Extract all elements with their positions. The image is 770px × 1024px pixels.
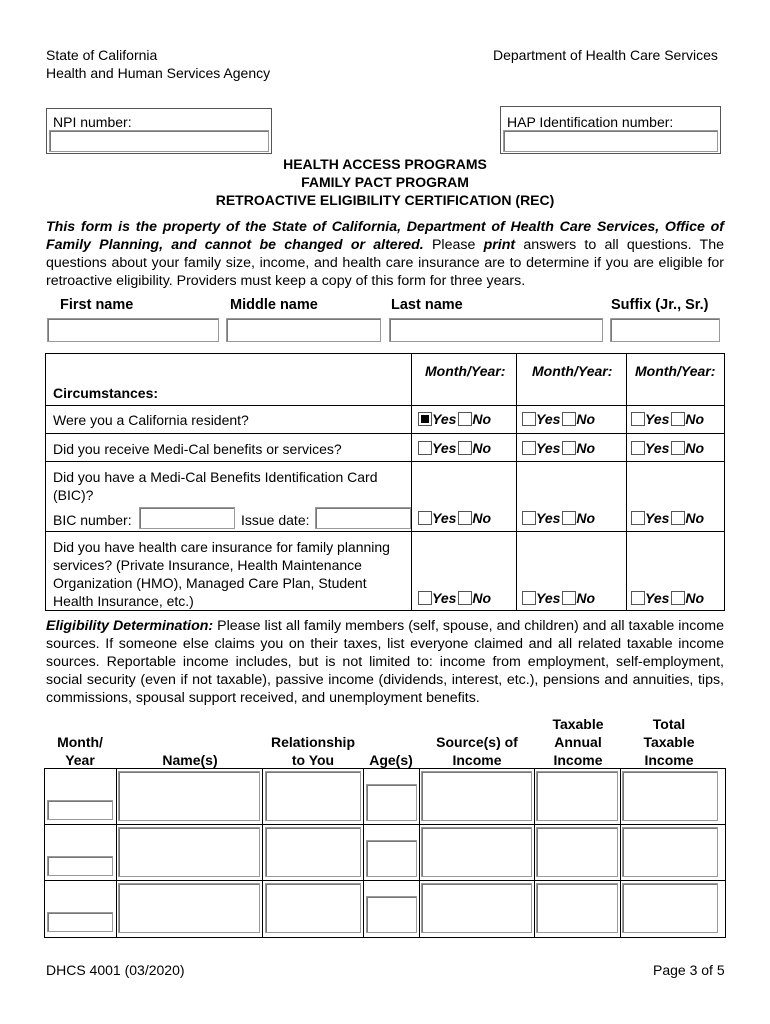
month-year-label-2: Month/Year: bbox=[532, 363, 613, 379]
yes-no-resident-col3 bbox=[631, 411, 706, 427]
col-total-taxable bbox=[621, 715, 717, 769]
total-taxable-input-row2[interactable] bbox=[622, 827, 718, 877]
no-label: No bbox=[685, 411, 705, 427]
issue-date-input[interactable] bbox=[315, 507, 411, 529]
yes-no-resident-col2 bbox=[522, 411, 597, 427]
no-label: No bbox=[576, 590, 596, 606]
title-line-3: RETROACTIVE ELIGIBILITY CERTIFICATION (REC) bbox=[215, 192, 555, 208]
intro-text-2: answers to all questions. The questions about your family size, income, and health care insurance are to determine if you are eligible for retroactive eligibility. Providers must keep a copy of this form for three years. bbox=[46, 237, 725, 289]
yes-no-bic-col3 bbox=[631, 510, 706, 526]
month-year-input-row3[interactable] bbox=[47, 912, 113, 932]
relationship-input-row2[interactable] bbox=[265, 827, 361, 877]
no-label: No bbox=[576, 440, 596, 456]
total-taxable-input-row1[interactable] bbox=[622, 771, 718, 821]
yes-checkbox[interactable] bbox=[631, 412, 645, 426]
eligibility-heading: Eligibility Determination: bbox=[46, 618, 214, 634]
yes-checkbox[interactable] bbox=[631, 511, 645, 525]
last-name-label: Last name bbox=[391, 297, 463, 313]
yes-label: Yes bbox=[645, 440, 670, 456]
relationship-input-row3[interactable] bbox=[265, 883, 361, 933]
agency-header bbox=[46, 46, 270, 82]
no-checkbox[interactable] bbox=[671, 441, 685, 455]
source-input-row3[interactable] bbox=[421, 883, 532, 933]
month-year-label-3: Month/Year: bbox=[635, 363, 716, 379]
col-month-line-2: Year bbox=[65, 752, 95, 768]
col-taxable-line-1: Taxable bbox=[552, 716, 604, 732]
q-medi-cal-benefits: Did you receive Medi-Cal benefits or services? bbox=[53, 441, 342, 457]
name-input-row3[interactable] bbox=[118, 883, 260, 933]
yes-checkbox[interactable] bbox=[522, 441, 536, 455]
yes-label: Yes bbox=[645, 510, 670, 526]
col-taxable-line-3: Income bbox=[553, 752, 603, 768]
yes-no-bic-col1 bbox=[418, 510, 493, 526]
no-label: No bbox=[472, 590, 492, 606]
hap-group bbox=[500, 106, 721, 154]
yes-label: Yes bbox=[536, 510, 561, 526]
circumstances-heading: Circumstances: bbox=[53, 385, 159, 401]
suffix-input[interactable] bbox=[610, 318, 720, 342]
yes-label: Yes bbox=[536, 590, 561, 606]
taxable-annual-input-row2[interactable] bbox=[536, 827, 618, 877]
no-checkbox[interactable] bbox=[458, 511, 472, 525]
q-bic-card: Did you have a Medi-Cal Benefits Identification Card (BIC)? bbox=[53, 469, 378, 503]
name-input-row1[interactable] bbox=[118, 771, 260, 821]
issue-date-label: Issue date: bbox=[241, 512, 310, 528]
col-month-line-1: Month/ bbox=[57, 734, 103, 750]
yes-checkbox[interactable] bbox=[418, 412, 432, 426]
yes-label: Yes bbox=[536, 440, 561, 456]
month-year-label-1: Month/Year: bbox=[425, 363, 506, 379]
col-relationship-line-2: to You bbox=[291, 752, 335, 768]
yes-label: Yes bbox=[536, 411, 561, 427]
last-name-input[interactable] bbox=[389, 318, 603, 342]
relationship-input-row1[interactable] bbox=[265, 771, 361, 821]
col-source-line-1: Source(s) of bbox=[436, 734, 518, 750]
no-checkbox[interactable] bbox=[562, 591, 576, 605]
no-checkbox[interactable] bbox=[562, 441, 576, 455]
col-age: Age(s) bbox=[369, 752, 413, 768]
yes-no-resident-col1 bbox=[418, 411, 493, 427]
taxable-annual-input-row1[interactable] bbox=[536, 771, 618, 821]
bic-number-input[interactable] bbox=[139, 507, 235, 529]
yes-label: Yes bbox=[645, 590, 670, 606]
col-relationship bbox=[262, 733, 364, 769]
col-names: Name(s) bbox=[162, 752, 218, 768]
yes-no-insurance-col1 bbox=[418, 590, 493, 606]
middle-name-label: Middle name bbox=[230, 297, 318, 313]
yes-checkbox[interactable] bbox=[522, 412, 536, 426]
yes-checkbox[interactable] bbox=[522, 511, 536, 525]
no-label: No bbox=[472, 510, 492, 526]
yes-label: Yes bbox=[432, 510, 457, 526]
form-title bbox=[0, 155, 770, 209]
no-label: No bbox=[472, 440, 492, 456]
col-total-line-2: Taxable bbox=[643, 734, 695, 750]
no-checkbox[interactable] bbox=[562, 511, 576, 525]
middle-name-input[interactable] bbox=[226, 318, 381, 342]
first-name-input[interactable] bbox=[47, 318, 219, 342]
npi-input[interactable] bbox=[49, 130, 269, 152]
page-number: Page 3 of 5 bbox=[653, 962, 725, 978]
agency-line-2: Health and Human Services Agency bbox=[46, 65, 271, 81]
no-checkbox[interactable] bbox=[671, 412, 685, 426]
col-taxable-line-2: Annual bbox=[554, 734, 602, 750]
hap-label: HAP Identification number: bbox=[507, 114, 674, 130]
age-input-row2[interactable] bbox=[366, 840, 417, 877]
source-input-row2[interactable] bbox=[421, 827, 532, 877]
yes-checkbox[interactable] bbox=[418, 441, 432, 455]
col-source-line-2: Income bbox=[452, 752, 502, 768]
col-total-line-1: Total bbox=[652, 716, 686, 732]
no-label: No bbox=[472, 411, 492, 427]
no-label: No bbox=[576, 411, 596, 427]
q-california-resident: Were you a California resident? bbox=[53, 412, 249, 428]
yes-label: Yes bbox=[432, 440, 457, 456]
intro-text-1: Please bbox=[423, 237, 484, 253]
age-input-row3[interactable] bbox=[366, 896, 417, 933]
agency-line-1: State of California bbox=[46, 47, 158, 63]
suffix-label: Suffix (Jr., Sr.) bbox=[611, 297, 709, 313]
col-source bbox=[420, 733, 534, 769]
form-id: DHCS 4001 (03/2020) bbox=[46, 962, 185, 978]
yes-no-bic-col2 bbox=[522, 510, 597, 526]
name-input-row2[interactable] bbox=[118, 827, 260, 877]
yes-checkbox[interactable] bbox=[631, 591, 645, 605]
yes-no-insurance-col3 bbox=[631, 590, 706, 606]
col-total-line-3: Income bbox=[644, 752, 694, 768]
yes-no-medi-cal-col3 bbox=[631, 440, 706, 456]
title-line-2: FAMILY PACT PROGRAM bbox=[301, 174, 469, 190]
q-health-insurance: Did you have health care insurance for family planning services? (Private Insurance, Health Maintenance Organization (HMO), Managed Care Plan, Student Health Insurance, etc.) bbox=[53, 539, 390, 609]
npi-label: NPI number: bbox=[53, 114, 132, 130]
month-year-input-row1[interactable] bbox=[47, 800, 113, 820]
no-checkbox[interactable] bbox=[458, 441, 472, 455]
no-label: No bbox=[685, 590, 705, 606]
no-checkbox[interactable] bbox=[671, 511, 685, 525]
title-line-1: HEALTH ACCESS PROGRAMS bbox=[283, 156, 487, 172]
bic-number-label: BIC number: bbox=[53, 512, 132, 528]
source-input-row1[interactable] bbox=[421, 771, 532, 821]
yes-label: Yes bbox=[432, 411, 457, 427]
yes-checkbox[interactable] bbox=[522, 591, 536, 605]
intro-print-word: print bbox=[483, 237, 516, 253]
col-taxable-annual bbox=[535, 715, 621, 769]
npi-group bbox=[46, 108, 272, 154]
no-label: No bbox=[576, 510, 596, 526]
intro-bold: This form is the property of the State of California, Department of Health Care Services, Office of Family Planning, and cannot be changed or altered. bbox=[46, 219, 724, 253]
eligibility-paragraph bbox=[46, 617, 724, 707]
yes-no-medi-cal-col2 bbox=[522, 440, 597, 456]
no-checkbox[interactable] bbox=[458, 412, 472, 426]
eligibility-text: Please list all family members (self, spouse, and children) and all taxable income sources. If someone else claims you on their taxes, list everyone claimed and all related taxable income sources. Reportable income includes, but is not limited to: income from employment, self-employment, social security (even if not taxable), passive income (dividends, interest, etc.), pensions and annuities, tips, commissions, spousal support received, and unemployment benefits. bbox=[46, 618, 724, 706]
hap-id-input[interactable] bbox=[503, 130, 718, 152]
no-label: No bbox=[685, 510, 705, 526]
yes-no-insurance-col2 bbox=[522, 590, 597, 606]
yes-checkbox[interactable] bbox=[418, 511, 432, 525]
yes-label: Yes bbox=[432, 590, 457, 606]
first-name-label: First name bbox=[60, 297, 134, 313]
yes-checkbox[interactable] bbox=[631, 441, 645, 455]
no-label: No bbox=[685, 440, 705, 456]
no-checkbox[interactable] bbox=[458, 591, 472, 605]
month-year-input-row2[interactable] bbox=[47, 856, 113, 876]
yes-label: Yes bbox=[645, 411, 670, 427]
no-checkbox[interactable] bbox=[562, 412, 576, 426]
department-name: Department of Health Care Services bbox=[493, 47, 718, 63]
age-input-row1[interactable] bbox=[366, 784, 417, 821]
yes-checkbox[interactable] bbox=[418, 591, 432, 605]
intro-paragraph bbox=[46, 218, 724, 290]
no-checkbox[interactable] bbox=[671, 591, 685, 605]
total-taxable-input-row3[interactable] bbox=[622, 883, 718, 933]
col-relationship-line-1: Relationship bbox=[270, 734, 355, 750]
yes-no-medi-cal-col1 bbox=[418, 440, 493, 456]
col-month-year bbox=[44, 733, 116, 769]
taxable-annual-input-row3[interactable] bbox=[536, 883, 618, 933]
